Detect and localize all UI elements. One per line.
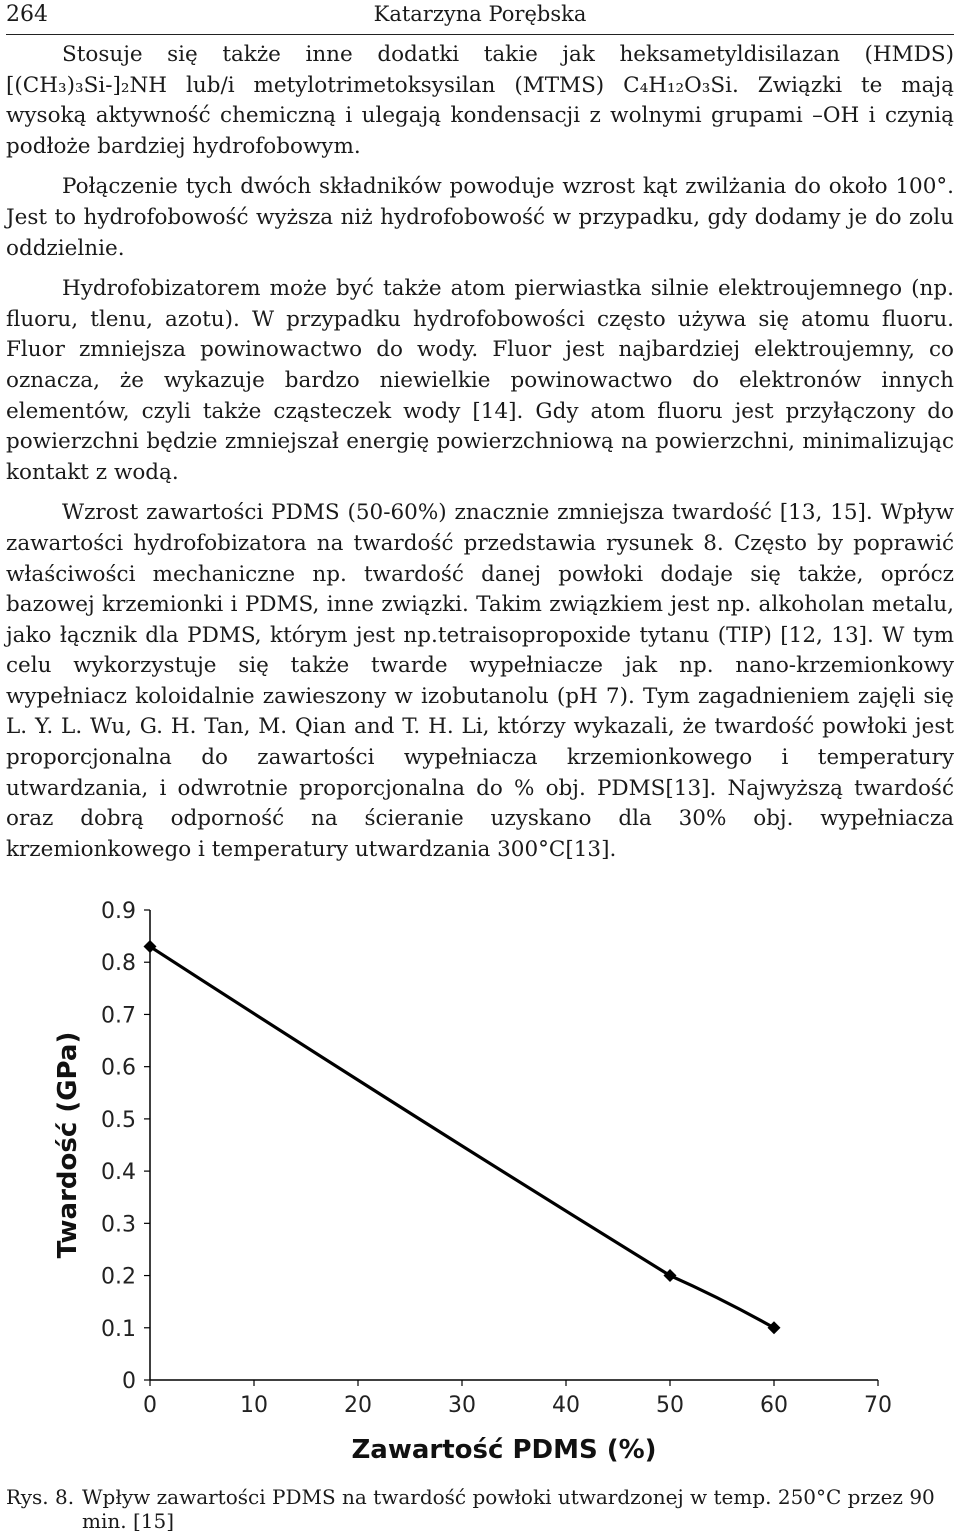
x-tick-label: 10 — [240, 1393, 268, 1418]
y-tick-label: 0.4 — [101, 1160, 136, 1186]
y-tick-label: 0.9 — [101, 899, 136, 924]
caption-text: Wpływ zawartości PDMS na twardość powłoki utwardzonej w temp. 250°C przez 90 min. [15] — [82, 1485, 935, 1533]
body-text — [6, 40, 954, 865]
x-tick-label: 20 — [344, 1393, 372, 1418]
y-tick-label: 0.6 — [101, 1055, 136, 1081]
paragraph-1: Stosuje się także inne dodatki takie jak heksametyldisilazan (HMDS) [(CH₃)₃Si-]₂NH lub/i metylotrimetoksysilan (MTMS) C₄H₁₂O₃Si. Związki te mają wysoką aktywność chemiczną i ulegają kondensacji z wolnymi grupami –OH i czynią podłoże bardziej hydrofobowym. — [6, 42, 954, 159]
y-tick-label: 0.7 — [101, 1003, 136, 1029]
x-tick-label: 70 — [864, 1393, 892, 1418]
y-tick-label: 0.8 — [101, 951, 136, 977]
paragraph-3: Hydrofobizatorem może być także atom pierwiastka silnie elektroujemnego (np. fluoru, tlenu, azotu). W przypadku hydrofobowości często używa się atomu fluoru. Fluor zmniejsza powinowactwo do wody. Fluor jest najbardziej elektroujemny, co oznacza, że wykazuje bardzo niewielkie powinowactwo do elektronów innych elementów, czyli także cząsteczek wody [14]. Gdy atom fluoru jest przyłączony do powierzchni będzie zmniejszał energię powierzchniową na powierzchni, minimalizując kontakt z wodą. — [6, 276, 954, 485]
page-number: 264 — [6, 2, 48, 27]
x-tick-label: 60 — [760, 1393, 788, 1418]
page-header — [6, 0, 954, 35]
figure-8-chart — [40, 890, 920, 1480]
y-tick-label: 0.1 — [101, 1316, 136, 1342]
x-tick-label: 40 — [552, 1393, 580, 1418]
y-tick-label: 0.3 — [101, 1212, 136, 1238]
y-axis-label: Twardość (GPa) — [53, 1031, 83, 1259]
y-tick-label: 0 — [122, 1369, 136, 1394]
x-tick-label: 50 — [656, 1393, 684, 1418]
x-tick-label: 30 — [448, 1393, 476, 1418]
running-head: Katarzyna Porębska — [373, 2, 587, 26]
paragraph-4: Wzrost zawartości PDMS (50-60%) znacznie zmniejsza twardość [13, 15]. Wpływ zawartości hydrofobizatora na twardość przedstawia rysunek 8. Często by poprawić właściwości mechaniczne np. twardość danej powłoki dodaje się także, oprócz bazowej krzemionki i PDMS, inne związki. Takim związkiem jest np. alkoholan metalu, jako łącznik dla PDMS, którym jest np.tetraisopropoxide tytanu (TIP) [12, 13]. W tym celu wykorzystuje się także twarde wypełniacze jak np. nano-krzemionkowy wypełniacz koloidalnie zawieszony w izobutanolu (pH 7). Tym zagadnieniem zajęli się L. Y. L. Wu, G. H. Tan, M. Qian and T. H. Li, którzy wykazali, że twardość powłoki jest proporcjonalna do zawartości wypełniacza krzemionkowego i temperatury utwardzania, i odwrotnie proporcjonalna do % obj. PDMS[13]. Najwyższą twardość oraz dobrą odporność na ścieranie uzyskano dla 30% obj. wypełniacza krzemionkowego i temperatury utwardzania 300°C[13]. — [6, 500, 954, 862]
y-tick-label: 0.5 — [101, 1107, 136, 1133]
data-point-marker — [768, 1321, 781, 1334]
caption-label: Rys. 8. — [6, 1485, 75, 1509]
y-tick-label: 0.2 — [101, 1264, 136, 1290]
paragraph-2: Połączenie tych dwóch składników powoduje wzrost kąt zwilżania do około 100°. Jest to hydrofobowość wyższa niż hydrofobowość w przypadku, gdy dodamy je do zolu oddzielnie. — [6, 174, 954, 261]
series-line — [150, 947, 774, 1328]
x-axis-label: Zawartość PDMS (%) — [351, 1435, 657, 1465]
x-tick-label: 0 — [143, 1393, 157, 1418]
hardness-chart — [40, 890, 920, 1480]
